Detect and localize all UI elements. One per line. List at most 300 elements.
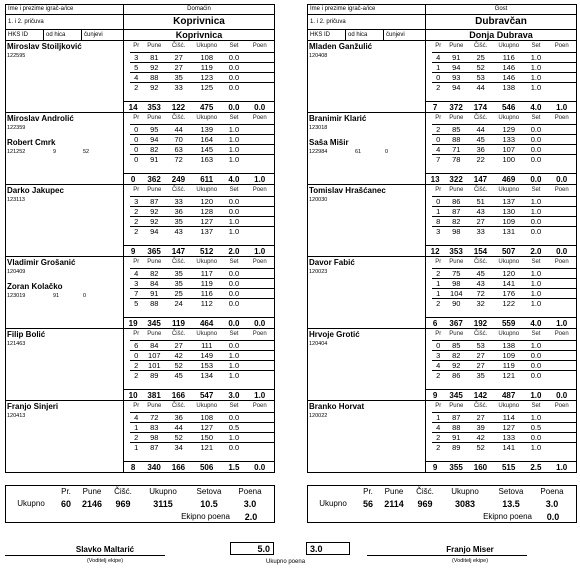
sum-ukupno: 3115 — [153, 499, 173, 509]
player-total-row — [426, 389, 576, 400]
lane-pr: 8 — [436, 217, 441, 226]
score-grid — [124, 113, 274, 184]
player-total-row — [124, 461, 274, 472]
lane-cisc: 25 — [476, 53, 485, 62]
total-pr: 9 — [130, 247, 136, 256]
lane-pr: 3 — [134, 53, 139, 62]
player-block — [5, 257, 275, 329]
lane-row — [432, 226, 576, 236]
col-set-header: Set — [229, 331, 239, 337]
lane-row — [130, 134, 274, 144]
player-block — [307, 185, 577, 257]
total-pr: 9 — [432, 463, 438, 472]
total-pune: 345 — [147, 319, 161, 328]
lane-pune: 98 — [150, 433, 159, 442]
lane-set: 1.0 — [530, 341, 542, 350]
total-cisc: 154 — [473, 247, 488, 256]
lane-pune: 89 — [150, 371, 159, 380]
score-header — [426, 185, 576, 196]
lane-pr: 5 — [134, 63, 139, 72]
player-id: 120022 — [309, 413, 328, 419]
total-pr: 8 — [130, 463, 136, 472]
lane-cisc: 36 — [476, 145, 485, 154]
lane-ukupno: 137 — [502, 197, 516, 206]
lane-row — [130, 196, 274, 206]
lane-row — [130, 144, 274, 154]
col-set-header: Set — [229, 115, 239, 121]
col-poen-header: Poen — [252, 331, 267, 337]
substitute-id: 123019 — [7, 293, 26, 299]
score-header — [426, 257, 576, 268]
lane-row — [432, 422, 576, 432]
lane-cisc: 35 — [476, 371, 485, 380]
score-header — [124, 41, 274, 52]
home-captain-name: Slavko Maltarić — [75, 545, 135, 554]
sum-pune-header: Pune — [82, 487, 102, 496]
lane-cisc: 53 — [476, 73, 485, 82]
total-cisc: 166 — [171, 391, 186, 400]
lane-set: 0.0 — [228, 63, 240, 72]
total-pr: 14 — [128, 103, 138, 112]
lane-pune: 87 — [452, 413, 461, 422]
lane-pr: 3 — [134, 197, 139, 206]
lane-row — [130, 154, 274, 164]
total-poen: 1.0 — [556, 103, 568, 112]
lane-cisc: 51 — [476, 197, 485, 206]
col-poen-header: Poen — [554, 259, 569, 265]
score-header — [426, 113, 576, 124]
lane-poen — [245, 155, 274, 164]
lane-cisc: 72 — [476, 289, 485, 298]
lane-ukupno: 138 — [502, 341, 516, 350]
lane-set: 0.0 — [228, 443, 240, 452]
player-id: 120023 — [309, 269, 328, 275]
lane-pr: 2 — [436, 443, 441, 452]
lane-pr: 2 — [134, 361, 139, 370]
lane-set: 1.0 — [228, 135, 240, 144]
col-pune-header: Pune — [449, 187, 464, 193]
lane-poen — [245, 125, 274, 134]
lane-pune: 82 — [150, 145, 159, 154]
lane-poen — [547, 279, 576, 288]
substitute-throw: 61 — [355, 149, 362, 155]
lane-poen — [547, 361, 576, 370]
lane-set: 1.0 — [228, 371, 240, 380]
total-cisc: 122 — [171, 103, 186, 112]
player-name: Hrvoje Grotić — [309, 330, 360, 339]
lane-poen — [245, 289, 274, 298]
lane-cisc: 27 — [476, 217, 485, 226]
lane-pr: 0 — [134, 125, 139, 134]
lane-ukupno: 138 — [502, 83, 516, 92]
lane-set: 0.0 — [228, 207, 240, 216]
lane-pune: 92 — [150, 217, 159, 226]
lane-set: 0.0 — [530, 351, 542, 360]
lane-row — [130, 226, 274, 236]
sum-poena-header: Poena — [238, 487, 262, 496]
lane-pr: 4 — [436, 53, 441, 62]
lane-cisc: 33 — [174, 83, 183, 92]
guest-player-blocks — [307, 41, 577, 473]
lane-pr: 0 — [134, 135, 139, 144]
lane-ukupno: 111 — [201, 341, 213, 350]
lane-pune: 88 — [150, 299, 159, 308]
lane-poen — [547, 83, 576, 92]
lane-cisc: 36 — [174, 413, 183, 422]
score-grid — [426, 329, 576, 400]
total-ukupno: 515 — [501, 463, 516, 472]
lane-row — [432, 154, 576, 164]
lane-set: 1.0 — [228, 145, 240, 154]
lane-set: 0.0 — [530, 433, 542, 442]
lane-pune: 84 — [150, 279, 159, 288]
lane-row — [432, 442, 576, 452]
player-info — [308, 113, 426, 184]
player-id: 120408 — [309, 53, 328, 59]
lane-ukupno: 107 — [502, 145, 516, 154]
col-ukupno-header: Ukupno — [498, 187, 520, 193]
lane-pr: 4 — [436, 145, 441, 154]
lane-cisc: 44 — [476, 125, 485, 134]
total-ukupno: 559 — [501, 319, 516, 328]
total-ukupno: 512 — [199, 247, 214, 256]
lane-ukupno: 120 — [502, 269, 516, 278]
total-pr: 10 — [128, 391, 138, 400]
cunjevi-label: čunjevi — [384, 30, 426, 40]
player-id: 122359 — [7, 125, 26, 131]
lane-pune: 78 — [452, 155, 461, 164]
lane-cisc: 44 — [476, 83, 485, 92]
col-pr-header: Pr — [133, 259, 140, 265]
lane-pune: 86 — [452, 197, 461, 206]
col-pr-header: Pr — [133, 43, 140, 49]
lane-poen — [245, 83, 274, 92]
sum-setova-header: Setova — [196, 487, 222, 496]
total-set: 0.0 — [228, 103, 240, 112]
lane-row — [432, 216, 576, 226]
col-poen-header: Poen — [554, 43, 569, 49]
lane-cisc: 70 — [174, 135, 183, 144]
lane-pr: 0 — [134, 155, 139, 164]
lane-ukupno: 108 — [200, 53, 214, 62]
lane-ukupno: 112 — [200, 299, 213, 308]
col-pune-header: Pune — [147, 331, 162, 337]
lane-ukupno: 131 — [502, 227, 516, 236]
total-ukupno: 547 — [199, 391, 214, 400]
lane-ukupno: 109 — [502, 351, 516, 360]
lane-pune: 82 — [452, 351, 461, 360]
lane-cisc: 43 — [174, 227, 183, 236]
lane-pr: 2 — [134, 227, 139, 236]
substitute-info — [308, 148, 425, 156]
sum-cisc: 969 — [417, 499, 433, 509]
col-set-header: Set — [531, 187, 541, 193]
col-pr-header: Pr — [435, 43, 442, 49]
col-cisc-header: Čišć. — [473, 403, 488, 409]
lane-pr: 6 — [134, 341, 139, 350]
lane-row — [130, 350, 274, 360]
col-poen-header: Poen — [252, 259, 267, 265]
substitute-pins: 52 — [83, 149, 90, 155]
total-ukupno: 506 — [199, 463, 214, 472]
lane-ukupno: 100 — [502, 155, 516, 164]
lane-row — [432, 144, 576, 154]
lane-pune: 89 — [452, 443, 461, 452]
substitute-name: Robert Cmrk — [7, 138, 56, 147]
total-poen: 1.0 — [556, 319, 568, 328]
lane-poen — [547, 63, 576, 72]
lane-set: 0.5 — [530, 423, 542, 432]
lane-ukupno: 153 — [200, 361, 214, 370]
col-set-header: Set — [229, 403, 239, 409]
lane-cisc: 27 — [476, 413, 485, 422]
player-info — [6, 329, 124, 400]
player-total-row — [124, 245, 274, 256]
lane-cisc: 52 — [476, 443, 485, 452]
lane-poen — [547, 433, 576, 442]
sum-pune: 2146 — [81, 499, 103, 509]
lane-row — [432, 134, 576, 144]
lane-pr: 4 — [134, 413, 139, 422]
lane-cisc: 25 — [174, 289, 183, 298]
total-poen: 1.0 — [254, 247, 266, 256]
col-pr-header: Pr — [435, 187, 442, 193]
player-name: Miroslav Androlić — [7, 114, 74, 123]
col-poen-header: Poen — [252, 43, 267, 49]
lane-set: 0.0 — [530, 361, 542, 370]
lane-cisc: 35 — [174, 279, 183, 288]
lane-pr: 0 — [436, 135, 441, 144]
lane-ukupno: 116 — [502, 53, 515, 62]
lane-set: 0.0 — [228, 73, 240, 82]
col-ukupno-header: Ukupno — [196, 43, 218, 49]
lane-pr: 4 — [436, 361, 441, 370]
lane-pr: 0 — [436, 197, 441, 206]
lane-pr: 7 — [436, 155, 441, 164]
od-hica-label: od hica — [346, 30, 384, 40]
col-cisc-header: Čišć. — [171, 187, 186, 193]
lane-poen — [245, 135, 274, 144]
player-name: Darko Jakupec — [7, 186, 64, 195]
col-poen-header: Poen — [554, 115, 569, 121]
lane-set: 0.0 — [228, 289, 240, 298]
player-info — [308, 185, 426, 256]
league-label: 1. i 2. pričuva — [6, 15, 124, 29]
col-pune-header: Pune — [147, 43, 162, 49]
lane-ukupno: 130 — [502, 207, 516, 216]
total-poen: 0.0 — [556, 175, 568, 184]
col-pune-header: Pune — [449, 403, 464, 409]
sum-setova: 10.5 — [200, 499, 218, 509]
lane-poen — [547, 217, 576, 226]
total-pune: 340 — [147, 463, 161, 472]
lane-pune: 82 — [150, 269, 159, 278]
lane-cisc: 35 — [174, 217, 183, 226]
sum-ukupno-header: Ukupno — [149, 487, 177, 496]
lane-pr: 7 — [134, 289, 139, 298]
col-cisc-header: Čišć. — [473, 115, 488, 121]
player-block — [307, 113, 577, 185]
lane-set: 1.0 — [530, 413, 542, 422]
lane-pr: 3 — [134, 279, 139, 288]
score-grid — [124, 329, 274, 400]
lane-ukupno: 129 — [502, 125, 516, 134]
total-set: 1.0 — [530, 391, 542, 400]
lane-pune: 83 — [150, 423, 159, 432]
lane-pr: 2 — [436, 125, 441, 134]
lane-poen — [245, 197, 274, 206]
lane-row — [130, 278, 274, 288]
lane-pune: 94 — [150, 227, 159, 236]
lane-poen — [547, 145, 576, 154]
total-cisc: 119 — [172, 319, 185, 328]
lane-ukupno: 146 — [502, 63, 516, 72]
lane-pr: 3 — [436, 227, 441, 236]
lane-pr: 2 — [134, 207, 139, 216]
total-poen: 0.0 — [254, 319, 266, 328]
col-cisc-header: Čišć. — [473, 43, 488, 49]
lane-pune: 90 — [452, 299, 461, 308]
player-info — [308, 401, 426, 472]
total-cisc: 249 — [171, 175, 186, 184]
total-pune: 353 — [147, 103, 161, 112]
lane-poen — [547, 155, 576, 164]
col-set-header: Set — [229, 259, 239, 265]
col-poen-header: Poen — [554, 331, 569, 337]
lane-ukupno: 123 — [200, 73, 214, 82]
guest-club-name: Donja Dubrava — [469, 30, 533, 40]
lane-row — [432, 350, 576, 360]
lane-pune: 85 — [452, 341, 461, 350]
col-ukupno-header: Ukupno — [196, 115, 218, 121]
lane-pr: 1 — [436, 289, 441, 298]
col-pr-header: Pr — [435, 331, 442, 337]
home-team-sheet — [5, 4, 275, 473]
lane-row — [432, 206, 576, 216]
lane-pune: 87 — [150, 443, 159, 452]
score-grid — [426, 401, 576, 472]
total-poen: 0.0 — [556, 247, 568, 256]
col-poen-header: Poen — [252, 187, 267, 193]
lane-ukupno: 150 — [200, 433, 214, 442]
player-name: Vladimir Grošanić — [7, 258, 76, 267]
lane-set: 1.0 — [530, 73, 542, 82]
lane-pune: 107 — [148, 351, 161, 360]
lane-pune: 91 — [452, 433, 461, 442]
player-block — [307, 329, 577, 401]
total-pune: 353 — [449, 247, 463, 256]
total-set: 2.5 — [530, 463, 542, 472]
sum-pune-header: Pune — [384, 487, 404, 496]
lane-row — [432, 62, 576, 72]
col-set-header: Set — [531, 115, 541, 121]
lane-row — [130, 298, 274, 308]
col-set-header: Set — [229, 187, 239, 193]
substitute-info — [6, 148, 123, 156]
lane-poen — [245, 63, 274, 72]
col-cisc-header: Čišć. — [171, 403, 186, 409]
col-pune-header: Pune — [147, 187, 162, 193]
substitute-info — [6, 292, 123, 300]
lane-set: 1.0 — [228, 155, 240, 164]
lane-set: 0.0 — [530, 135, 542, 144]
col-poen-header: Poen — [554, 403, 569, 409]
home-signature-line — [5, 555, 165, 556]
sum-pr-header: Pr. — [363, 487, 373, 496]
lane-poen — [547, 371, 576, 380]
lane-cisc: 27 — [174, 53, 183, 62]
lane-set: 0.0 — [228, 279, 240, 288]
total-cisc: 147 — [171, 247, 186, 256]
total-cisc: 147 — [473, 175, 488, 184]
lane-set: 1.0 — [228, 351, 240, 360]
lane-cisc: 72 — [174, 155, 183, 164]
col-pr-header: Pr — [133, 115, 140, 121]
col-set-header: Set — [531, 403, 541, 409]
player-name: Branimir Klarić — [309, 114, 367, 123]
lane-poen — [547, 269, 576, 278]
score-header — [124, 185, 274, 196]
sum-label: Ukupno — [17, 499, 45, 508]
player-info — [6, 257, 124, 328]
lane-row — [432, 72, 576, 82]
col-cisc-header: Čišć. — [171, 115, 186, 121]
lane-pune: 94 — [150, 135, 159, 144]
lane-set: 1.0 — [530, 207, 542, 216]
score-grid — [426, 185, 576, 256]
total-pune: 367 — [449, 319, 463, 328]
lane-pr: 2 — [436, 269, 441, 278]
lane-ukupno: 127 — [200, 217, 214, 226]
total-poen: 0.0 — [254, 103, 266, 112]
col-set-header: Set — [229, 43, 239, 49]
lane-poen — [245, 145, 274, 154]
lane-row — [130, 360, 274, 370]
total-set: 0.0 — [530, 175, 542, 184]
home-captain-role: (Voditelj ekipe) — [86, 558, 124, 564]
name-header: Ime i prezime igrač-a/ice — [308, 5, 426, 14]
lane-pr: 0 — [134, 351, 139, 360]
player-total-row — [124, 389, 274, 400]
hks-id-label: HKS ID — [308, 30, 346, 40]
lane-row — [432, 432, 576, 442]
sum-pr-header: Pr. — [61, 487, 71, 496]
lane-pune: 98 — [452, 227, 461, 236]
guest-captain-name: Franjo Miser — [446, 545, 494, 554]
lane-pr: 4 — [436, 423, 441, 432]
lane-set: 1.0 — [530, 53, 542, 62]
player-block — [307, 41, 577, 113]
lane-set: 1.0 — [530, 63, 542, 72]
lane-ukupno: 125 — [200, 83, 214, 92]
lane-set: 0.0 — [530, 371, 542, 380]
lane-ukupno: 127 — [502, 423, 516, 432]
total-pr: 9 — [432, 391, 438, 400]
lane-set: 0.0 — [228, 413, 240, 422]
lane-pune: 98 — [452, 279, 461, 288]
player-info — [308, 41, 426, 112]
lane-pune: 87 — [452, 207, 461, 216]
player-name: Franjo Sinjeri — [7, 402, 59, 411]
lane-ukupno: 121 — [200, 443, 214, 452]
lane-row — [432, 82, 576, 92]
total-cisc: 192 — [473, 319, 488, 328]
sum-cisc: 969 — [115, 499, 131, 509]
lane-pr: 0 — [134, 145, 139, 154]
player-block — [5, 185, 275, 257]
score-header — [124, 329, 274, 340]
total-points-label: Ukupno poena — [266, 559, 306, 565]
